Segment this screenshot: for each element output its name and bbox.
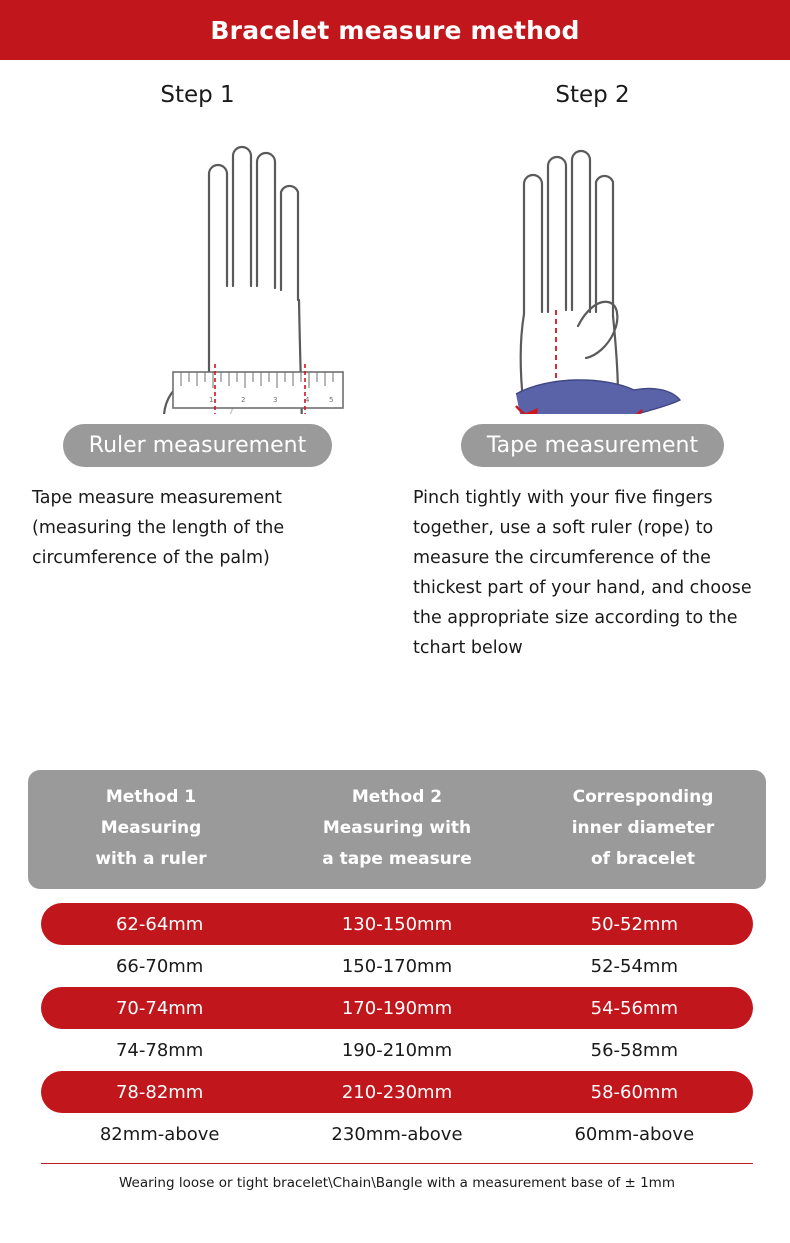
size-table — [28, 770, 766, 1191]
svg-text:3: 3 — [272, 396, 277, 404]
step-1-title: Step 1 — [160, 82, 235, 108]
tape-measurement-label: Tape measurement — [461, 424, 724, 467]
measurement-method-labels — [0, 424, 790, 467]
cell-method-1: 74-78mm — [115, 1039, 204, 1061]
table-row — [41, 1071, 753, 1113]
ruler-measurement-label: Ruler measurement — [63, 424, 332, 467]
hand-with-tape-measure-icon — [428, 114, 758, 414]
column-header-method-2 — [274, 782, 520, 875]
ruler-description-column — [0, 483, 395, 663]
table-row — [41, 1113, 753, 1155]
cell-method-1: 66-70mm — [115, 955, 204, 977]
column-header-method-2-line-3: a tape measure — [322, 849, 472, 869]
table-footnote: Wearing loose or tight bracelet\Chain\Bangle with a measurement base of ± 1mm — [119, 1175, 675, 1191]
cell-method-1: 78-82mm — [115, 1081, 204, 1103]
cell-method-1: 62-64mm — [115, 913, 204, 935]
cell-method-2: 150-170mm — [341, 955, 453, 977]
cell-method-2: 190-210mm — [341, 1039, 453, 1061]
page-title: Bracelet measure method — [210, 15, 580, 45]
column-header-method-2-line-1: Method 2 — [351, 787, 443, 807]
pill-cell-ruler — [0, 424, 395, 467]
descriptions-section — [0, 483, 790, 663]
tape-description-text: Pinch tightly with your five fingers together, use a soft ruler (rope) to measure the circumference of the thickest part of your hand, and choose the appropriate size according to the tchart below — [413, 488, 752, 658]
cell-inner-diameter: 54-56mm — [590, 997, 678, 1019]
column-header-method-2-line-2: Measuring with — [322, 818, 472, 838]
cell-method-2: 210-230mm — [341, 1081, 453, 1103]
step-2-title: Step 2 — [555, 82, 630, 108]
table-row — [41, 987, 753, 1029]
cell-inner-diameter: 52-54mm — [590, 955, 678, 977]
step-1 — [0, 82, 395, 414]
column-header-inner-diameter-line-1: Corresponding — [572, 787, 714, 807]
cell-inner-diameter: 58-60mm — [590, 1081, 678, 1103]
cell-inner-diameter: 56-58mm — [590, 1039, 678, 1061]
table-row — [41, 903, 753, 945]
svg-text:1: 1 — [208, 396, 213, 404]
svg-text:4: 4 — [304, 396, 309, 404]
size-table-body — [28, 903, 766, 1155]
cell-inner-diameter: 50-52mm — [590, 913, 678, 935]
svg-text:5: 5 — [328, 396, 333, 404]
cell-method-2: 130-150mm — [341, 913, 453, 935]
cell-method-1: 70-74mm — [115, 997, 204, 1019]
column-header-method-1-line-1: Method 1 — [105, 787, 197, 807]
footnote-divider — [41, 1163, 753, 1164]
step-2 — [395, 82, 790, 414]
cell-inner-diameter: 60mm-above — [574, 1123, 695, 1145]
column-header-inner-diameter-line-2: inner diameter — [571, 818, 715, 838]
table-row — [41, 945, 753, 987]
column-header-method-1 — [28, 782, 274, 875]
steps-section — [0, 82, 790, 414]
size-table-header — [28, 770, 766, 889]
ruler-description-text: Tape measure measurement (measuring the length of the circumference of the palm) — [32, 488, 285, 568]
cell-method-2: 230mm-above — [331, 1123, 463, 1145]
column-header-inner-diameter-line-3: of bracelet — [590, 849, 696, 869]
tape-description-column — [395, 483, 790, 663]
table-row — [41, 1029, 753, 1071]
svg-text:2: 2 — [240, 396, 245, 404]
header-bar — [0, 0, 790, 60]
cell-method-1: 82mm-above — [99, 1123, 220, 1145]
column-header-inner-diameter — [520, 782, 766, 875]
cell-method-2: 170-190mm — [341, 997, 453, 1019]
pill-cell-tape — [395, 424, 790, 467]
column-header-method-1-line-2: Measuring — [100, 818, 202, 838]
hand-with-ruler-icon — [33, 114, 363, 414]
column-header-method-1-line-3: with a ruler — [95, 849, 207, 869]
